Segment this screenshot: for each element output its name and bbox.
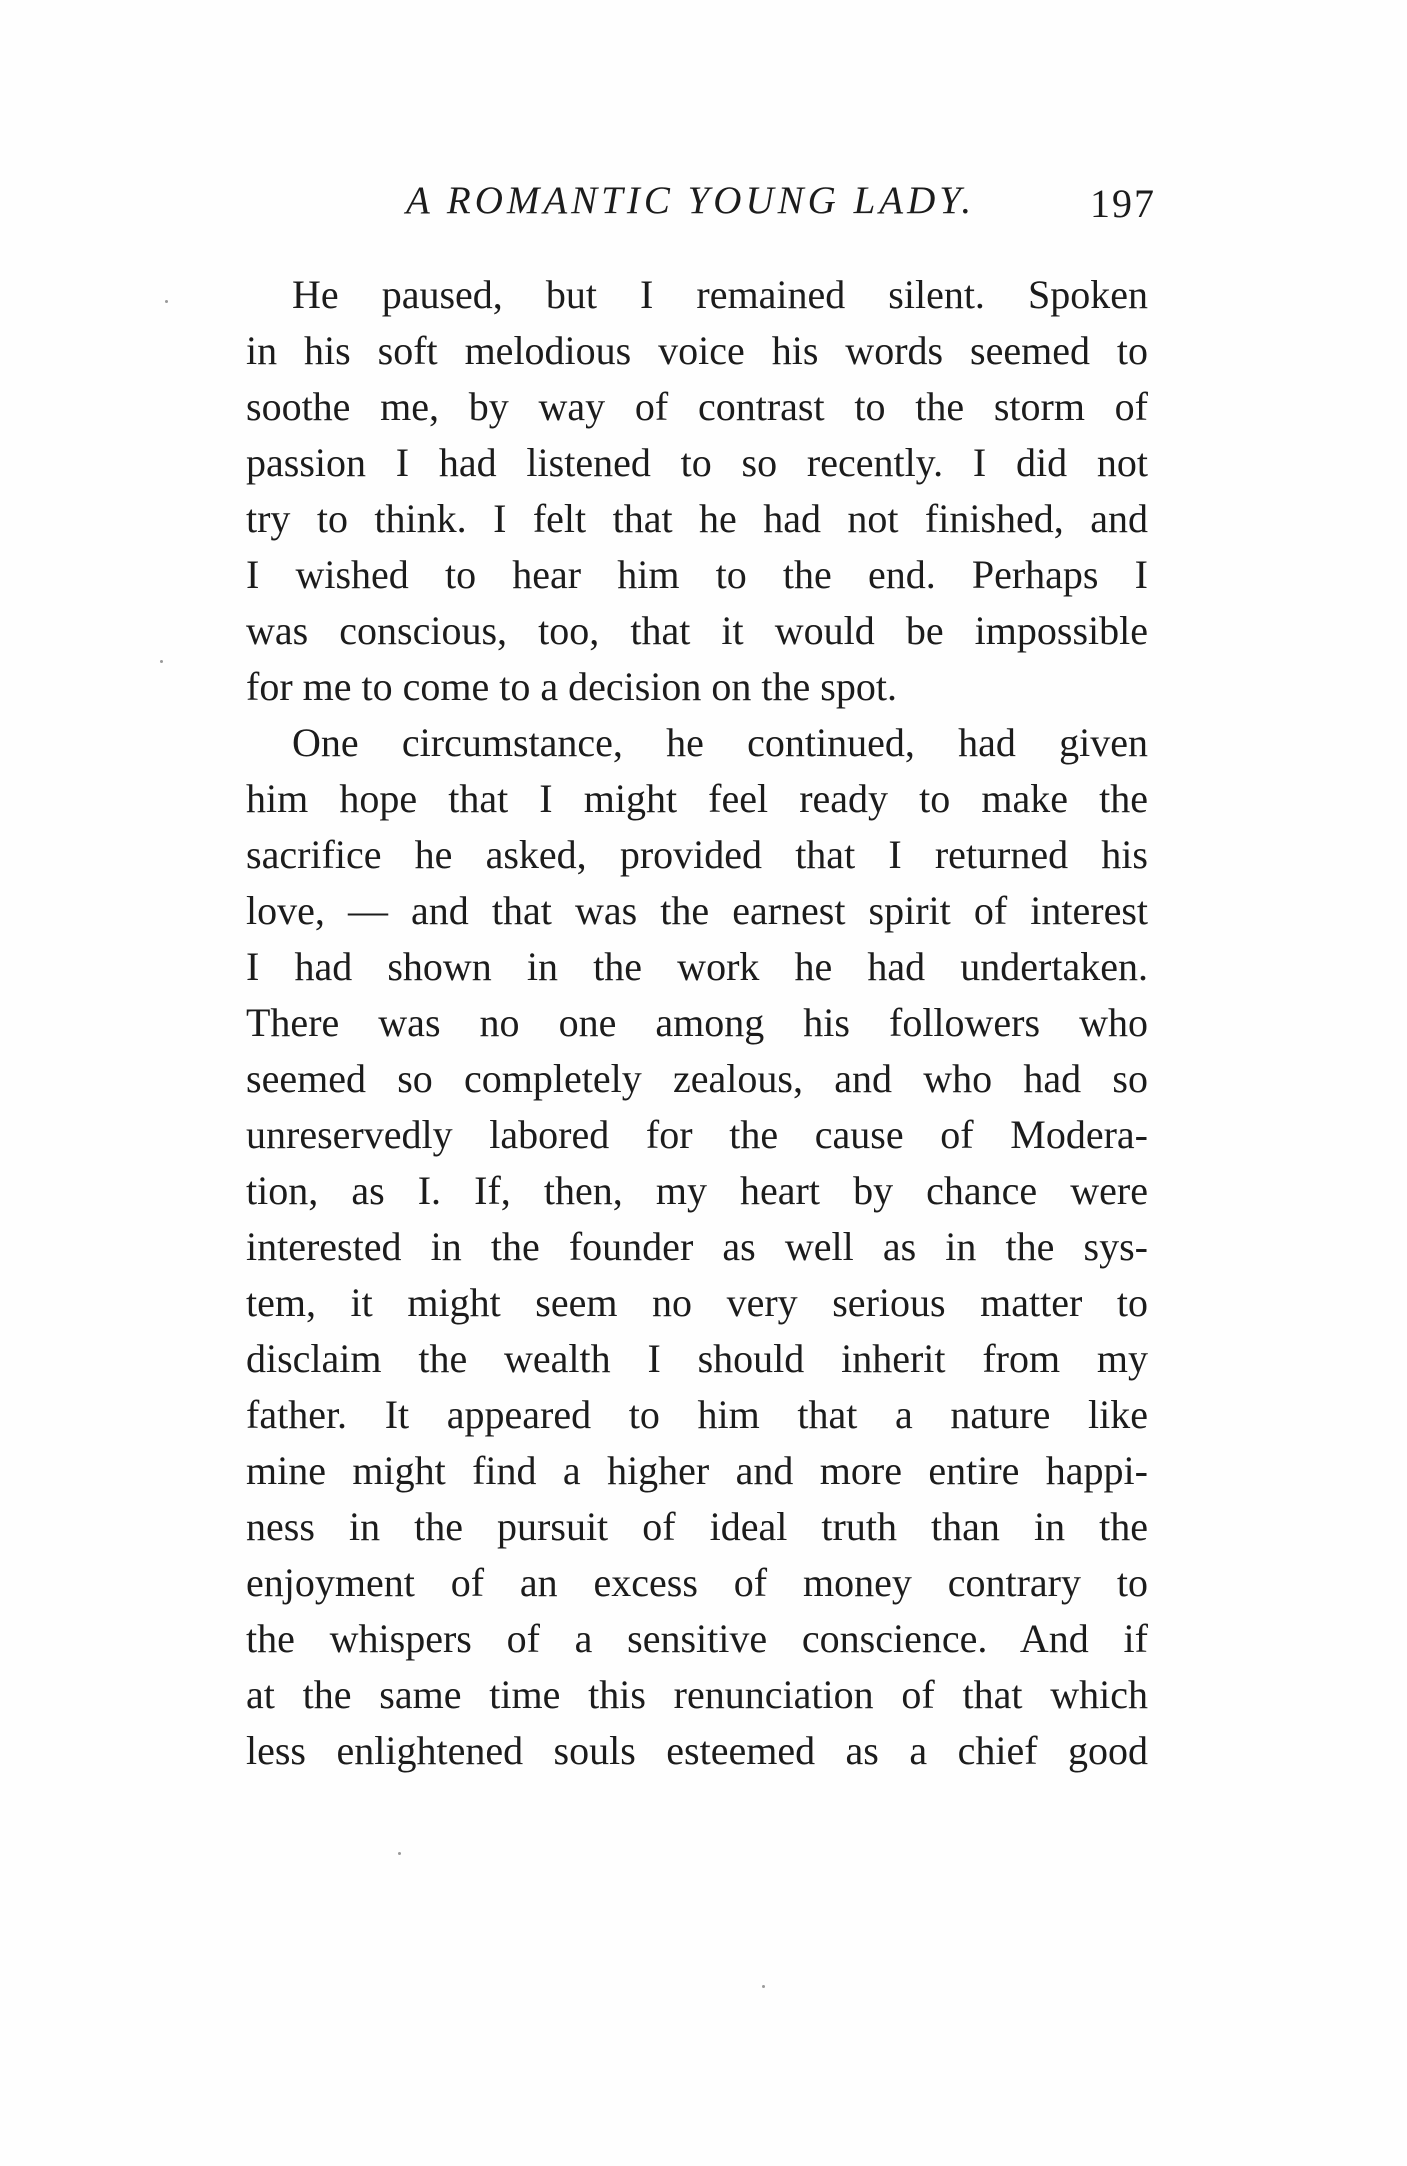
text-line: at the same time this renunciation of that which: [246, 1672, 1148, 1717]
text-line: I had shown in the work he had undertaken.: [246, 944, 1148, 989]
text-line: He paused, but I remained silent. Spoken: [292, 272, 1148, 317]
text-line: seemed so completely zealous, and who had so: [246, 1056, 1148, 1101]
text-line: him hope that I might feel ready to make the: [246, 776, 1148, 821]
text-line: soothe me, by way of contrast to the storm of: [246, 384, 1148, 429]
text-line: less enlightened souls esteemed as a chief good: [246, 1728, 1148, 1773]
text-line: for me to come to a decision on the spot.: [246, 664, 897, 709]
text-line: One circumstance, he continued, had given: [292, 720, 1148, 765]
text-line: unreservedly labored for the cause of Modera-: [246, 1112, 1148, 1157]
text-line: tion, as I. If, then, my heart by chance were: [246, 1168, 1148, 1213]
text-line: mine might find a higher and more entire happi-: [246, 1448, 1148, 1493]
text-line: ness in the pursuit of ideal truth than in the: [246, 1504, 1148, 1549]
text-line: interested in the founder as well as in the sys-: [246, 1224, 1148, 1269]
paper-speck: [762, 1985, 765, 1988]
text-line: try to think. I felt that he had not finished, and: [246, 496, 1148, 541]
text-line: tem, it might seem no very serious matter to: [246, 1280, 1148, 1325]
text-line: I wished to hear him to the end. Perhaps I: [246, 552, 1148, 597]
body-text: [246, 267, 1148, 1779]
running-title: A ROMANTIC YOUNG LADY.: [406, 179, 976, 222]
page-number: 197: [1090, 181, 1156, 226]
text-line: father. It appeared to him that a nature like: [246, 1392, 1148, 1437]
text-line: enjoyment of an excess of money contrary to: [246, 1560, 1148, 1605]
text-line: in his soft melodious voice his words seemed to: [246, 328, 1148, 373]
text-line: the whispers of a sensitive conscience. And if: [246, 1616, 1148, 1661]
text-line: sacrifice he asked, provided that I returned his: [246, 832, 1148, 877]
paper-speck: [398, 1852, 401, 1855]
paper-speck: [165, 300, 168, 303]
text-line: passion I had listened to so recently. I did not: [246, 440, 1148, 485]
text-line: There was no one among his followers who: [246, 1000, 1148, 1045]
paper-speck: [160, 660, 163, 663]
text-line: was conscious, too, that it would be impossible: [246, 608, 1148, 653]
text-line: love, — and that was the earnest spirit of interest: [246, 888, 1148, 933]
text-line: disclaim the wealth I should inherit from my: [246, 1336, 1148, 1381]
running-head: [246, 170, 1166, 230]
